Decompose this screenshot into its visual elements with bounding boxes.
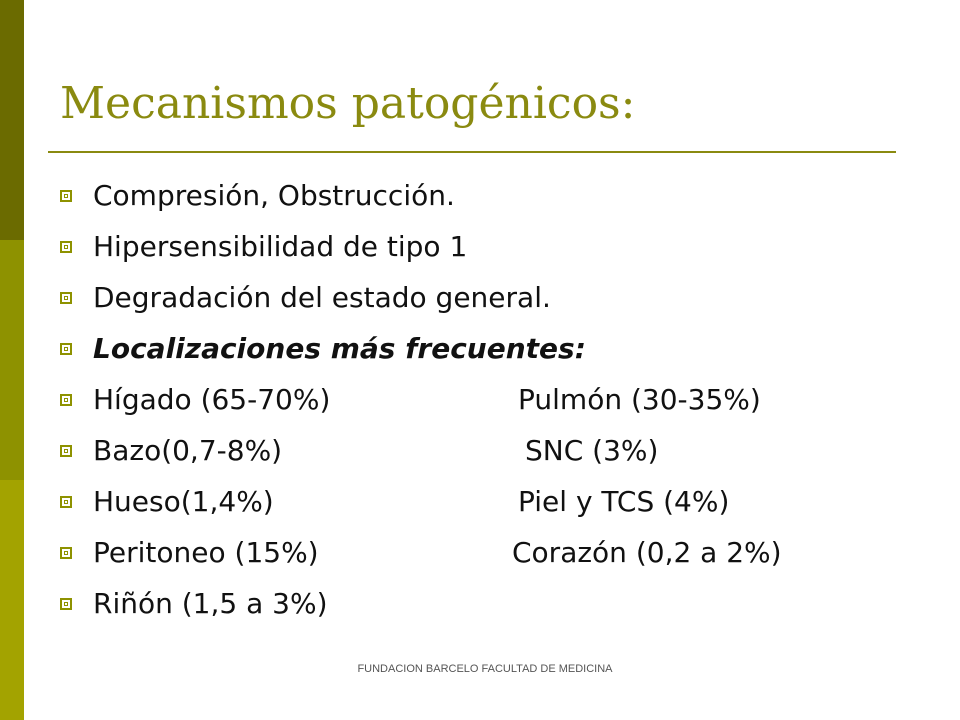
bullet-item <box>60 527 782 578</box>
bullet-item <box>60 221 586 272</box>
slide-title: Mecanismos patogénicos: <box>60 78 636 129</box>
bullet-text: Degradación del estado general. <box>93 281 551 314</box>
location-left: Hueso(1,4%) <box>93 485 274 518</box>
bullet-item <box>60 323 586 374</box>
bullet-item <box>60 170 586 221</box>
bullet-text: Hipersensibilidad de tipo 1 <box>93 230 468 263</box>
location-right: Piel y TCS (4%) <box>518 485 730 518</box>
side-bar-light-segment <box>0 480 24 720</box>
title-underline <box>48 151 896 153</box>
bullet-list <box>60 170 782 629</box>
bullet-text: Riñón (1,5 a 3%) <box>93 587 328 620</box>
bullet-item <box>60 272 586 323</box>
bullet-heading-text: Localizaciones más frecuentes: <box>93 332 586 365</box>
location-left: Bazo(0,7-8%) <box>93 434 283 467</box>
square-bullet-icon <box>60 190 72 202</box>
slide-footer: FUNDACION BARCELO FACULTAD DE MEDICINA <box>357 663 613 675</box>
square-bullet-icon <box>60 496 72 508</box>
location-left: Hígado (65-70%) <box>93 383 331 416</box>
square-bullet-icon <box>60 445 72 457</box>
bullet-item <box>60 476 730 527</box>
bullet-item <box>60 425 659 476</box>
bullet-text: Compresión, Obstrucción. <box>93 179 455 212</box>
bullet-item <box>60 578 586 629</box>
square-bullet-icon <box>60 241 72 253</box>
location-right: Corazón (0,2 a 2%) <box>512 536 782 569</box>
square-bullet-icon <box>60 292 72 304</box>
side-bar-dark-segment <box>0 0 24 240</box>
square-bullet-icon <box>60 547 72 559</box>
square-bullet-icon <box>60 598 72 610</box>
side-accent-bar <box>0 0 24 720</box>
square-bullet-icon <box>60 343 72 355</box>
location-right: SNC (3%) <box>525 434 659 467</box>
bullet-item <box>60 374 761 425</box>
side-bar-mid-segment <box>0 240 24 480</box>
square-bullet-icon <box>60 394 72 406</box>
location-right: Pulmón (30-35%) <box>518 383 761 416</box>
location-left: Peritoneo (15%) <box>93 536 319 569</box>
